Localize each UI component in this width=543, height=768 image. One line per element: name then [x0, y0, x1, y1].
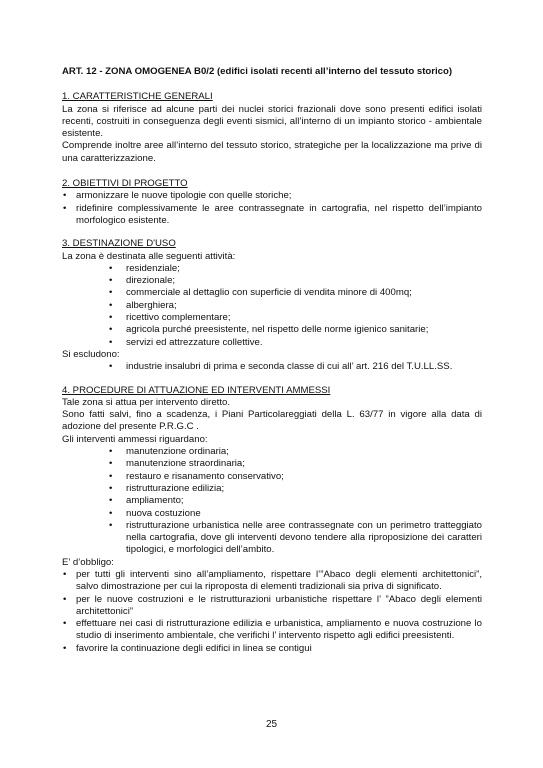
list-item-text: industrie insalubri di prima e seconda classe di cui all’ art. 216 del T.U.LL.SS.	[126, 361, 453, 373]
list-item	[62, 508, 482, 520]
list-item-text: ristrutturazione edilizia;	[126, 482, 225, 494]
list-item	[62, 458, 482, 470]
list-item-text: favorire la continuazione degli edifici in linea se contigui	[76, 642, 312, 654]
section-heading: 2. OBIETTIVI DI PROGETTO	[62, 178, 188, 190]
paragraph: Si escludono:	[62, 348, 120, 360]
list-item	[62, 446, 482, 458]
bullet-list	[62, 446, 482, 557]
bullet-icon: •	[109, 361, 113, 373]
list-item	[62, 471, 482, 483]
bullet-icon: •	[109, 299, 113, 311]
list-item	[62, 324, 482, 336]
bullet-icon: •	[63, 202, 67, 214]
paragraph: E’ d’obbligo:	[62, 556, 114, 568]
list-item-text: per tutti gli interventi sino all’ampliamento, rispettare l’”Abaco degli elementi architettonici”, salvo dimostrazione per cui la riproposta di elementi tradizionali sia priva di significato.	[76, 568, 482, 593]
bullet-icon: •	[63, 618, 67, 630]
bullet-icon: •	[63, 642, 67, 654]
list-item	[62, 520, 482, 557]
list-item-text: restauro e risanamento conservativo;	[126, 470, 284, 482]
list-item-text: direzionale;	[126, 275, 176, 287]
bullet-icon: •	[109, 519, 113, 531]
bullet-icon: •	[63, 593, 67, 605]
list-item	[62, 190, 482, 202]
list-item-text: alberghiera;	[126, 299, 177, 311]
page-content	[62, 66, 482, 668]
section-destinazione	[62, 238, 482, 373]
list-item	[62, 312, 482, 324]
paragraph: Tale zona si attua per intervento diretto.	[62, 396, 230, 408]
bullet-icon: •	[109, 262, 113, 274]
bullet-list	[62, 263, 482, 349]
list-item	[62, 300, 482, 312]
list-item-text: ridefinire complessivamente le aree contrassegnate in cartografia, nel rispetto dell’impianto morfologico esistente.	[76, 202, 482, 226]
bullet-icon: •	[109, 275, 113, 287]
list-item-text: residenziale;	[126, 262, 180, 274]
list-item	[62, 569, 482, 594]
list-item-text: ricettivo complementare;	[126, 312, 231, 324]
list-item-text: ristrutturazione urbanistica nelle aree contrassegnate con un perimetro tratteggiato nella cartografia, dove gli interventi devono tendere alla riproposizione dei caratteri tipologici, e morfologici dell’ambito.	[126, 519, 482, 556]
section-heading: 4. PROCEDURE DI ATTUAZIONE ED INTERVENTI AMMESSI	[62, 384, 331, 396]
list-item	[62, 203, 482, 228]
article-title: ART. 12 - ZONA OMOGENEA B0/2 (edifici isolati recenti all’interno del tessuto storico)	[62, 66, 453, 77]
list-item-text: manutenzione straordinaria;	[126, 458, 245, 470]
bullet-icon: •	[109, 287, 113, 299]
list-item	[62, 263, 482, 275]
list-item-text: nuova costuzione	[126, 507, 201, 519]
paragraph: Sono fatti salvi, fino a scadenza, i Piani Particolareggiati della L. 63/77 in vigore alla data di adozione del presente P.R.G.C .	[62, 409, 482, 433]
bullet-icon: •	[109, 312, 113, 324]
list-item-text: armonizzare le nuove tipologie con quelle storiche;	[76, 190, 292, 202]
list-item-text: agricola purché preesistente, nel rispetto delle norme igienico sanitarie;	[126, 324, 429, 336]
list-item-text: effettuare nei casi di ristrutturazione edilizia e urbanistica, ampliamento e nuova costruzione lo studio di inserimento ambientale, che verifichi l’ intervento rispetto agli edifici preesistenti.	[76, 618, 482, 642]
section-procedure	[62, 385, 482, 656]
bullet-list	[62, 361, 482, 373]
list-item-text: servizi ed attrezzature collettive.	[126, 336, 263, 348]
paragraph: Gli interventi ammessi riguardano:	[62, 433, 208, 445]
bullet-icon: •	[109, 446, 113, 458]
bullet-list	[62, 569, 482, 655]
bullet-icon: •	[109, 470, 113, 482]
bullet-icon: •	[109, 458, 113, 470]
bullet-list	[62, 190, 482, 227]
list-item	[62, 337, 482, 349]
bullet-icon: •	[63, 190, 67, 202]
list-item	[62, 618, 482, 643]
paragraph: La zona è destinata alle seguenti attività:	[62, 250, 236, 262]
list-item-text: ampliamento;	[126, 495, 184, 507]
list-item	[62, 287, 482, 299]
list-item	[62, 483, 482, 495]
list-item	[62, 643, 482, 655]
list-item-text: commerciale al dettaglio con superficie di vendita minore di 400mq;	[126, 287, 412, 299]
list-item	[62, 361, 482, 373]
section-heading: 1. CARATTERISTICHE GENERALI	[62, 91, 213, 103]
list-item	[62, 495, 482, 507]
bullet-icon: •	[109, 507, 113, 519]
bullet-icon: •	[109, 336, 113, 348]
section-caratteristiche	[62, 91, 482, 165]
list-item	[62, 594, 482, 619]
page-number: 25	[265, 719, 278, 730]
list-item-text: manutenzione ordinaria;	[126, 446, 229, 458]
bullet-icon: •	[109, 482, 113, 494]
bullet-icon: •	[109, 495, 113, 507]
bullet-icon: •	[63, 568, 67, 580]
list-item-text: per le nuove costruzioni e le ristrutturazioni urbanistiche rispettare l’ ”Abaco degli elementi architettonici”	[76, 593, 482, 617]
paragraph: La zona si riferisce ad alcune parti dei nuclei storici frazionali dove sono presenti edifici isolati recenti, costruiti in conseguenza degli eventi sismici, all’interno di un impianto storico - ambientale esistente.	[62, 103, 482, 140]
section-heading: 3. DESTINAZIONE D'USO	[62, 238, 176, 250]
list-item	[62, 275, 482, 287]
bullet-icon: •	[109, 324, 113, 336]
section-obiettivi	[62, 178, 482, 227]
paragraph: Comprende inoltre aree all’interno del tessuto storico, strategiche per la localizzazione ma prive di una caratterizzazione.	[62, 140, 482, 164]
